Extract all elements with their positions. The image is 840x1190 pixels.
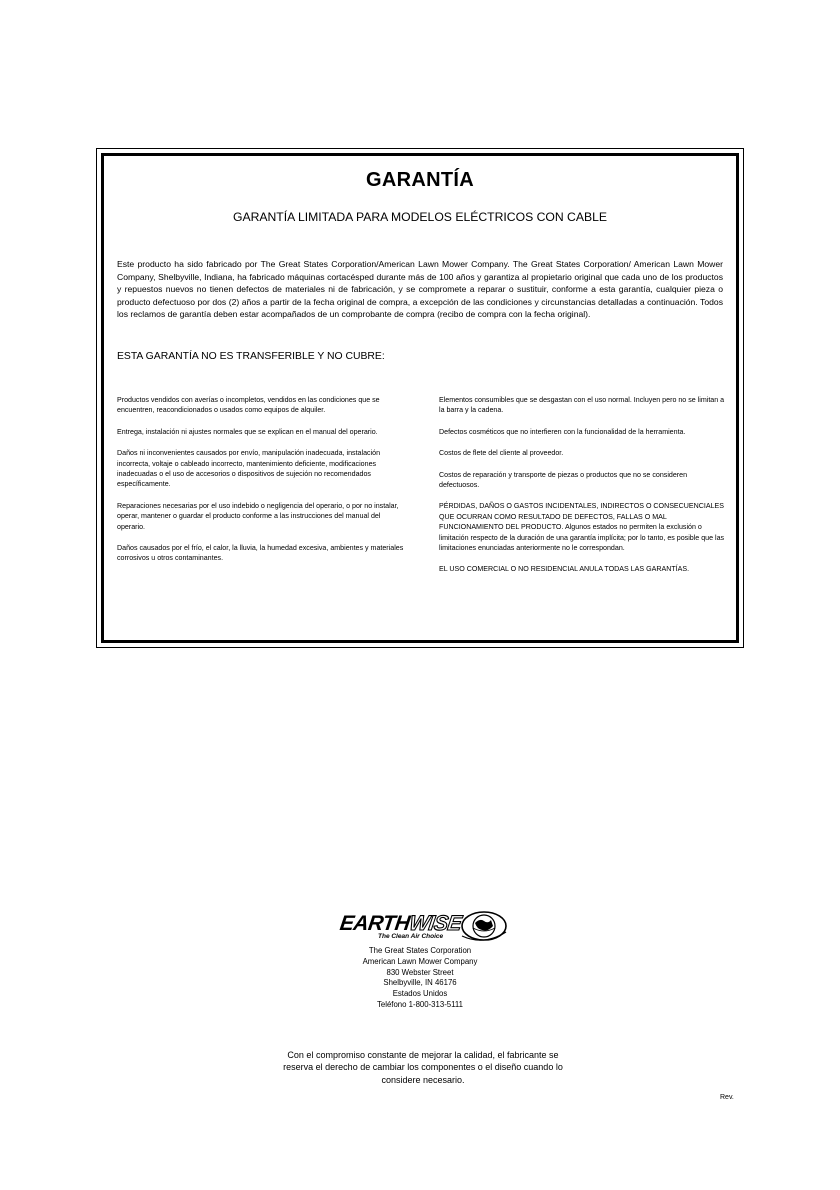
logo-tagline: The Clean Air Choice (378, 933, 444, 940)
exclusion-item: Defectos cosméticos que no interfieren con la funcionalidad de la herramienta. (439, 427, 686, 436)
revision-label: Rev. (720, 1094, 734, 1101)
exclusion-item: EL USO COMERCIAL O NO RESIDENCIAL ANULA TODAS LAS GARANTÍAS. (439, 565, 690, 574)
globe-icon (458, 906, 508, 944)
commitment-line: Con el compromiso constante de mejorar la calidad, el fabricante se (287, 1050, 559, 1060)
address-line: American Lawn Mower Company (362, 956, 478, 966)
exclusion-item: Daños ni inconvenientes causados por envío, manipulación inadecuada, instalación incorrecta, voltaje o cableado incorrecto, mantenimiento deficiente, modificaciones inadecuadas o el uso de accesorios o dispositivos de sujeción no recomendados específicamente. (117, 449, 381, 489)
warranty-subtitle: GARANTÍA LIMITADA PARA MODELOS ELÉCTRICOS CON CABLE (232, 210, 608, 224)
warranty-title: GARANTÍA (366, 169, 474, 191)
exclusion-item: Costos de reparación y transporte de piezas o productos que no se consideren defectuosos. (439, 470, 688, 490)
logo-word-wise: WISE (407, 912, 463, 935)
not-covered-heading: ESTA GARANTÍA NO ES TRANSFERIBLE Y NO CUBRE: (117, 351, 385, 362)
exclusion-item: PÉRDIDAS, DAÑOS O GASTOS INCIDENTALES, INDIRECTOS O CONSECUENCIALES QUE OCURRAN COMO RESULTADO DE DEFECTOS, FALLAS O MAL FUNCIONAMIENTO DEL PRODUCTO. Algunos estados no permiten la exclusión o limitación respecto de la duración de una garantía implícita; por lo tanto, es posible que las limitaciones enunciadas anteriormente no le correspondan. (439, 502, 725, 553)
exclusion-item: Costos de flete del cliente al proveedor. (439, 449, 564, 458)
commitment-line: considere necesario. (381, 1074, 465, 1085)
address-phone: Teléfono 1-800-313-5111 (377, 999, 463, 1009)
warranty-intro (117, 258, 723, 321)
address-line: Estados Unidos (392, 989, 448, 999)
exclusion-item: Reparaciones necesarias por el uso indebido o negligencia del operario, o por no instalar, operar, mantener o guardar el producto conforme a las instrucciones del manual del operario. (117, 501, 399, 531)
exclusions-left-column (117, 395, 407, 575)
address-line: The Great States Corporation (368, 946, 472, 955)
logo-word-earth: EARTH (338, 912, 412, 935)
exclusion-item: Daños causados por el frío, el calor, la lluvia, la humedad excesiva, ambientes y materiales corrosivos u otros contaminantes. (117, 544, 404, 563)
commitment-line: reserva el derecho de cambiar los componentes o el diseño cuando lo (283, 1062, 563, 1073)
quality-commitment-note (0, 1049, 840, 1086)
warranty-intro-text: Este producto ha sido fabricado por The Great States Corporation/American Lawn Mower Company. The Great States Corporation/ American Lawn Mower Company, Shelbyville, Indiana, ha fabricado máquinas cortacésped durante más de 100 años y garantiza al propietario original que cada uno de los productos y repuestos nuevos no tienen defectos de materiales ni de fabricación, y se compromete a reparar o sustituir, conforme a esta garantía, cualquier pieza o producto defectuoso por dos (2) años a partir de la fecha original de compra, a excepción de las condiciones y circunstancias detalladas a continuación. Todos los reclamos de garantía deben estar acompañados de un comprobante de compra (recibo de compra con la fecha original). (117, 259, 723, 320)
exclusion-item: Entrega, instalación ni ajustes normales que se explican en el manual del operario. (117, 427, 378, 436)
address-line: 830 Webster Street (386, 967, 454, 977)
exclusion-item: Productos vendidos con averías o incompletos, vendidos en las condiciones que se encuentren, reacondicionados o usados como equipos de alquiler. (117, 396, 380, 415)
exclusions-right-column (439, 395, 729, 586)
address-line: Shelbyville, IN 46176 (383, 978, 457, 988)
warranty-box (96, 148, 744, 648)
company-address (0, 946, 840, 1011)
exclusion-item: Elementos consumibles que se desgastan con el uso normal. Incluyen pero no se limitan a la barra y la cadena. (439, 396, 725, 415)
earthwise-logo (338, 906, 508, 946)
